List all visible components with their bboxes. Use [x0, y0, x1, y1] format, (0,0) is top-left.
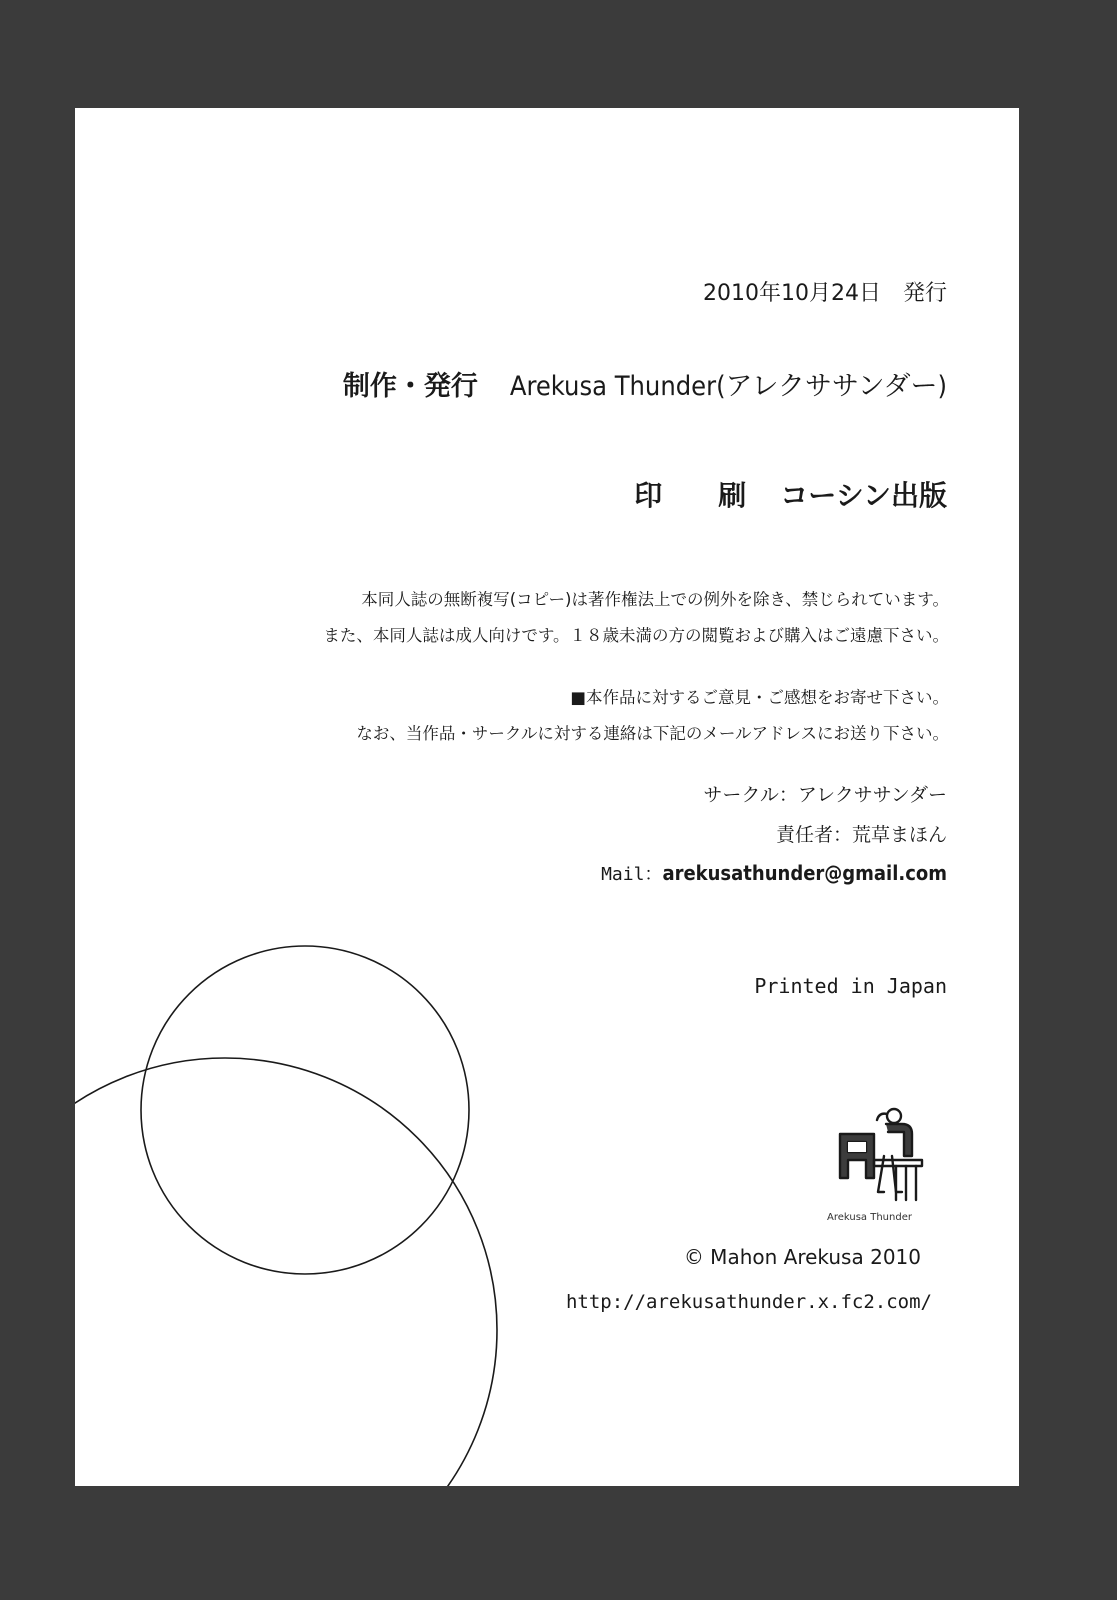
copy-notice: 本同人誌の無断複写(コピー)は著作権法上での例外を除き、禁じられています。 — [361, 590, 949, 609]
arekusa-thunder-logo-icon — [834, 1102, 944, 1222]
printer-value: コーシン出版 — [780, 479, 947, 512]
publish-date: 2010年10月24日 発行 — [703, 281, 947, 306]
printer-label: 印 刷 — [634, 479, 747, 512]
circle-name: サークル：アレクササンダー — [703, 784, 947, 806]
printed-in-japan: Printed in Japan — [754, 974, 947, 998]
mail-address[interactable]: arekusathunder@gmail.com — [662, 861, 947, 885]
age-notice: また、本同人誌は成人向けです。１８歳未満の方の閲覧および購入はご遠慮下さい。 — [323, 626, 949, 645]
producer-line — [343, 364, 947, 403]
website-url[interactable]: http://arekusathunder.x.fc2.com/ — [565, 1291, 932, 1313]
feedback-request: ■本作品に対するご意見・ご感想をお寄せ下さい。 — [570, 688, 949, 707]
mail-label: Mail： — [601, 864, 663, 885]
producer-label: 制作・発行 — [342, 371, 478, 402]
producer-value: Arekusa Thunder(アレクササンダー) — [509, 371, 947, 402]
contact-request: なお、当作品・サークルに対する連絡は下記のメールアドレスにお送り下さい。 — [356, 724, 949, 743]
circle-large — [75, 1058, 497, 1486]
logo-caption: Arekusa Thunder — [827, 1212, 912, 1223]
copyright: © Mahon Arekusa 2010 — [683, 1245, 921, 1269]
responsible-person: 責任者：荒草まほん — [775, 824, 947, 846]
mail-line — [601, 860, 947, 886]
circle-small — [141, 946, 469, 1274]
printer-line — [634, 474, 947, 514]
colophon-page — [75, 108, 1019, 1486]
